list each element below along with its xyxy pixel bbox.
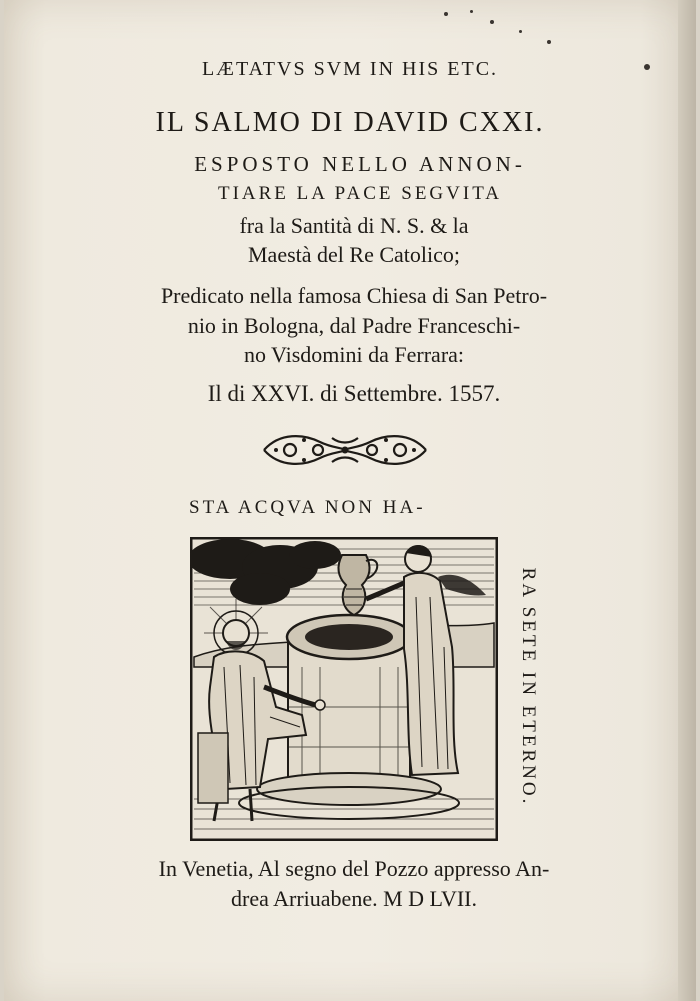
title-line-3: ESPOSTO NELLO ANNON- xyxy=(194,152,526,176)
woodcut-motto-top: STA ACQVA NON HA- xyxy=(189,497,426,518)
title-line-2: IL SALMO DI DAVID CXXI. xyxy=(155,107,545,138)
date-line: Il di XXVI. di Settembre. 1557. xyxy=(207,381,501,406)
page-edge xyxy=(678,0,696,1001)
title-line-1: LÆTATVS SVM IN HIS ETC. xyxy=(201,58,499,80)
imprint-line-2: drea Arriuabene. M D LVII. xyxy=(231,886,477,911)
title-page xyxy=(4,0,696,1001)
woodcut-motto-right: RA SETE IN ETERNO. xyxy=(518,567,539,807)
title-line-7: Predicato nella famosa Chiesa di San Petro- xyxy=(160,283,548,308)
ink-spot xyxy=(490,20,494,24)
title-line-6: Maestà del Re Catolico; xyxy=(248,242,460,267)
ink-spot xyxy=(444,12,448,16)
title-line-5: fra la Santità di N. S. & la xyxy=(239,213,469,238)
fleuron-ornament xyxy=(260,428,430,472)
woodcut-christ-and-samaritan-woman xyxy=(190,537,498,841)
title-line-8: nio in Bologna, dal Padre Franceschi- xyxy=(187,313,521,338)
ink-spot xyxy=(519,30,522,33)
ink-spot xyxy=(470,10,473,13)
ink-spot xyxy=(547,40,551,44)
title-line-9: no Visdomini da Ferrara: xyxy=(243,342,465,367)
title-line-4: TIARE LA PACE SEGVITA xyxy=(217,183,503,204)
imprint-line-1: In Venetia, Al segno del Pozzo appresso An- xyxy=(158,856,550,881)
